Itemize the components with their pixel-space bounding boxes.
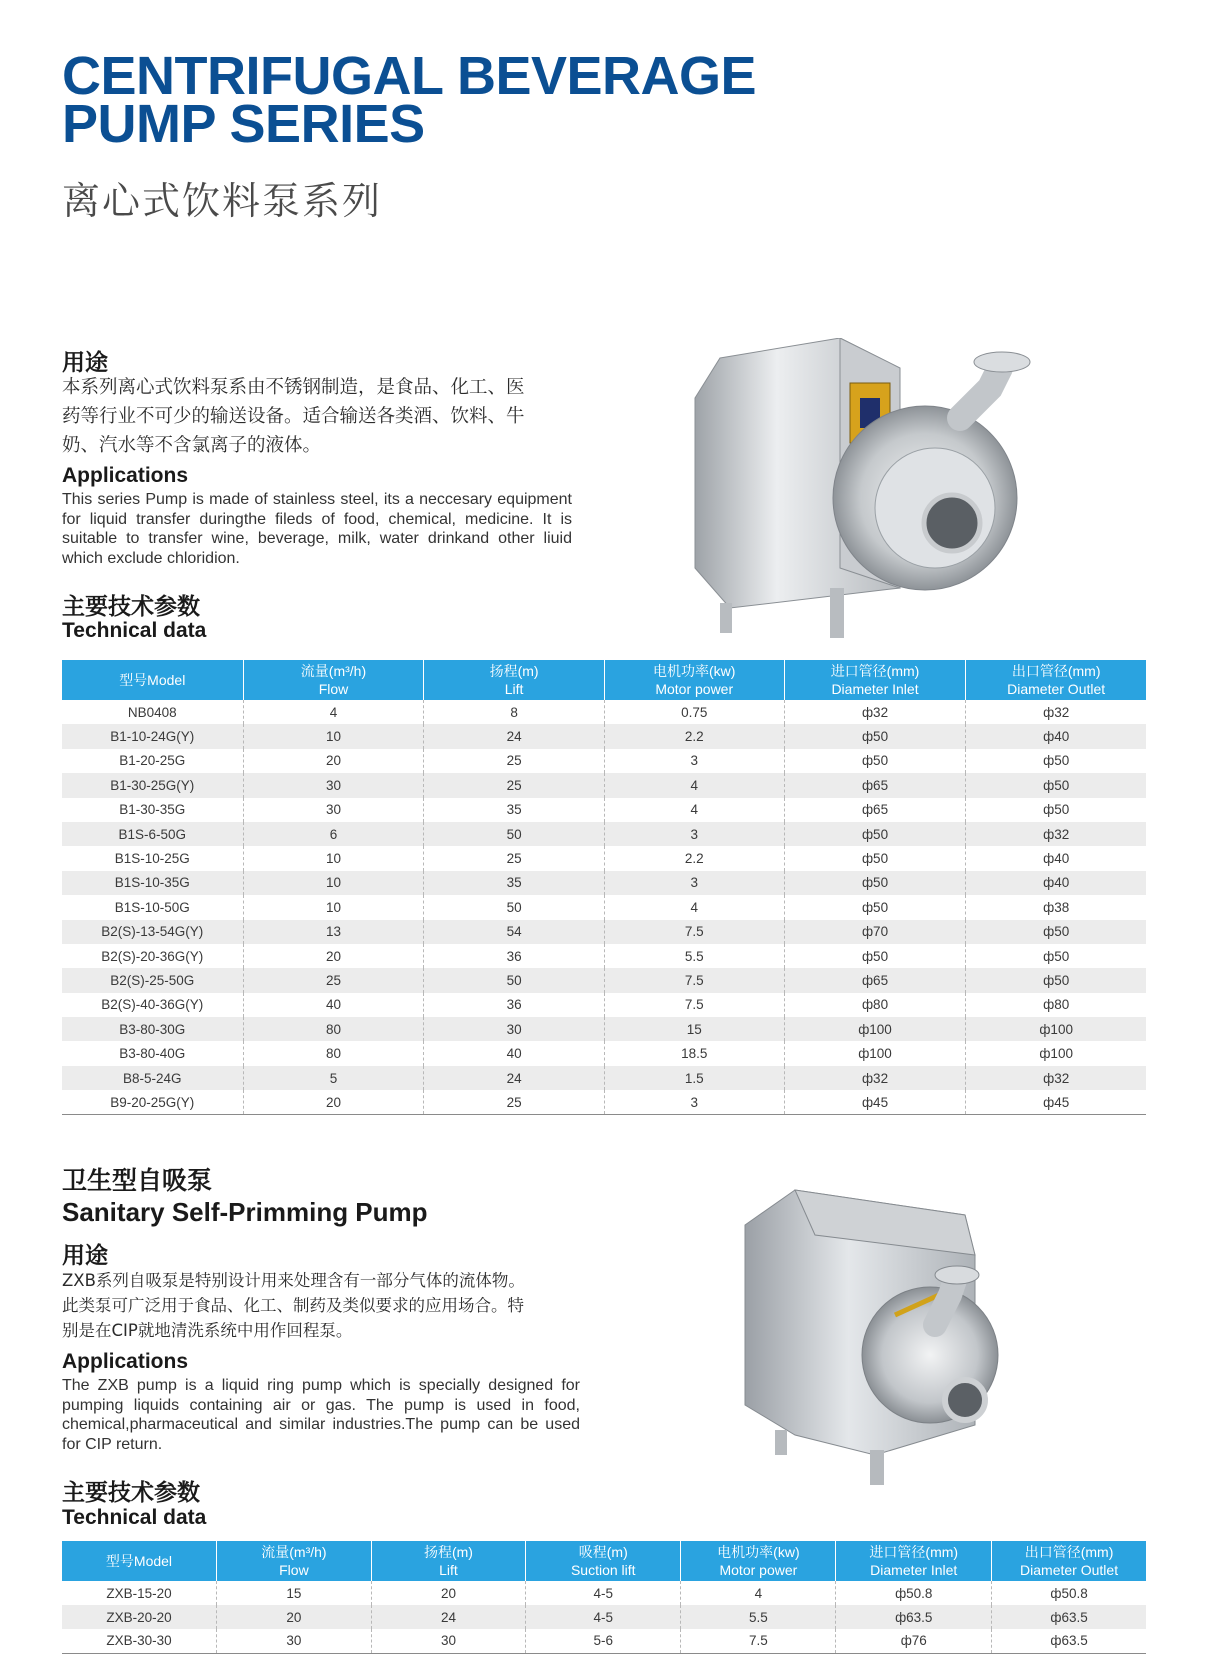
table-cell: 15: [604, 1017, 784, 1041]
table-cell: 35: [424, 798, 604, 822]
table-cell: ф50.8: [1050, 1585, 1088, 1601]
usage-line: ZXB系列自吸泵是特别设计用来处理含有一部分气体的流体物。: [62, 1271, 525, 1290]
table-cell: ф50: [784, 944, 966, 968]
table-cell: 80: [243, 1041, 424, 1065]
table-cell: 5.5: [604, 944, 784, 968]
table-cell: ф100: [1039, 1046, 1073, 1062]
table-cell: 3: [604, 822, 784, 846]
table-cell: ZXB-20-20: [62, 1605, 216, 1629]
table-cell: 30: [243, 798, 424, 822]
table-cell: ZXB-30-30: [62, 1629, 216, 1653]
table-cell: 30: [371, 1629, 525, 1653]
table-cell: 3: [604, 749, 784, 773]
table-cell: 5-6: [526, 1629, 681, 1653]
table-cell: B3-80-30G: [62, 1017, 243, 1041]
table-row: [62, 871, 1146, 895]
usage-line: 此类泵可广泛用于食品、化工、制药及类似要求的应用场合。特: [62, 1296, 524, 1315]
tech-heading-cn: 主要技术参数: [62, 594, 200, 620]
table-row: [62, 968, 1146, 992]
table-cell: ф40: [966, 724, 1146, 748]
table-row: [62, 895, 1146, 919]
table-cell: B1-10-24G(Y): [62, 724, 243, 748]
centrifugal-pump-image: [690, 338, 1110, 648]
table-cell: ф32: [1043, 704, 1070, 720]
table-cell: B8-5-24G: [62, 1066, 243, 1090]
table-row: [62, 1066, 1146, 1090]
table-cell: 40: [243, 993, 424, 1017]
usage-line: 别是在CIP就地清洗系统中用作回程泵。: [62, 1321, 353, 1340]
usage-line: 奶、汽水等不含氯离子的液体。: [62, 435, 322, 456]
table-cell: 4: [604, 798, 784, 822]
usage-heading-cn: 用途: [62, 350, 108, 376]
table-cell: ф50: [784, 822, 966, 846]
table-cell: B2(S)-13-54G(Y): [62, 920, 243, 944]
table-cell: ф80: [784, 993, 966, 1017]
col-header-diameter-outlet: 出口管径(mm) Diameter Outlet: [992, 1541, 1146, 1581]
tech-data-table-2: [62, 1541, 1146, 1654]
table-row: [62, 1629, 1146, 1653]
self-priming-pump-image: [735, 1185, 1035, 1490]
table-cell: 6: [243, 822, 424, 846]
table-cell: ф63.5: [836, 1605, 992, 1629]
table-cell: 4: [604, 895, 784, 919]
table-cell: ф50: [1043, 802, 1070, 818]
col-header-flow: 流量(m³/h) Flow: [216, 1541, 371, 1581]
page-subtitle-cn: 离心式饮料泵系列: [62, 179, 383, 223]
tech-heading-cn-2: 主要技术参数: [62, 1480, 200, 1506]
table-cell: ф80: [1043, 997, 1070, 1013]
table-cell: 18.5: [604, 1041, 784, 1065]
tech-data-table: [62, 660, 1146, 1115]
table-cell: NB0408: [62, 700, 243, 724]
table-cell: B2(S)-40-36G(Y): [62, 993, 243, 1017]
table-row: [62, 846, 1146, 870]
table-cell: 7.5: [604, 993, 784, 1017]
table-row: [62, 1605, 1146, 1629]
section2-title-en: Sanitary Self-Primming Pump: [62, 1197, 428, 1227]
col-header-motor-power: 电机功率(kw) Motor power: [604, 660, 784, 700]
table-cell: ф63.5: [992, 1629, 1146, 1653]
table-cell: 4: [681, 1581, 836, 1605]
table-cell: ф32: [784, 1066, 966, 1090]
table-row: [62, 1581, 1146, 1605]
table-cell: 30: [216, 1629, 371, 1653]
table-cell: 10: [243, 724, 424, 748]
table-cell: B1-20-25G: [62, 749, 243, 773]
table-cell: ф63.5: [992, 1605, 1146, 1629]
table-row: [62, 749, 1146, 773]
table-row: [62, 798, 1146, 822]
table-cell: 13: [243, 920, 424, 944]
table-cell: ф50: [966, 968, 1146, 992]
table-cell: 25: [424, 1090, 604, 1114]
table-cell: ф50: [784, 846, 966, 870]
table-cell: 35: [424, 871, 604, 895]
table-cell: 15: [216, 1581, 371, 1605]
table-row: [62, 944, 1146, 968]
col-header-diameter-outlet: 出口管径(mm) Diameter Outlet: [966, 660, 1146, 700]
table-row: [62, 700, 1146, 724]
table-cell: B1S-10-35G: [62, 871, 243, 895]
table-cell: 25: [243, 968, 424, 992]
col-header-diameter-inlet: 进口管径(mm) Diameter Inlet: [784, 660, 966, 700]
col-header-suction-lift: 吸程(m) Suction lift: [526, 1541, 681, 1581]
applications-heading: Applications: [62, 464, 189, 487]
table-cell: 20: [216, 1605, 371, 1629]
table-cell: B1-30-25G(Y): [62, 773, 243, 797]
applications-text-2: The ZXB pump is a liquid ring pump which is specially designed for pumping liquids containing air or gas. The pump is used in food, chemical,pharmaceutical and similar industries.The pump can be used for CIP return.: [62, 1377, 580, 1453]
table-cell: 10: [243, 846, 424, 870]
table-cell: 2.2: [604, 724, 784, 748]
table-cell: ф40: [1043, 851, 1070, 867]
table-cell: ф40: [966, 871, 1146, 895]
table-cell: ф70: [784, 920, 966, 944]
table-cell: 4-5: [526, 1605, 681, 1629]
table-cell: ф50: [784, 871, 966, 895]
table-cell: 50: [424, 968, 604, 992]
title-line-2: PUMP SERIES: [62, 94, 425, 154]
table-cell: 80: [243, 1017, 424, 1041]
table-cell: 7.5: [681, 1629, 836, 1653]
table-cell: ф50: [784, 895, 966, 919]
table-cell: 4: [243, 700, 424, 724]
table-cell: ZXB-15-20: [62, 1581, 216, 1605]
table-row: [62, 822, 1146, 846]
table-cell: ф50: [1043, 948, 1070, 964]
table-cell: ф65: [784, 773, 966, 797]
table-cell: 4-5: [526, 1581, 681, 1605]
table-cell: B1S-10-25G: [62, 846, 243, 870]
table-cell: 1.5: [604, 1066, 784, 1090]
col-header-motor-power: 电机功率(kw) Motor power: [681, 1541, 836, 1581]
table-cell: 20: [243, 749, 424, 773]
usage-text-cn: [62, 373, 602, 460]
table-cell: ф100: [784, 1017, 966, 1041]
table-cell: 24: [424, 1066, 604, 1090]
table-cell: ф38: [1043, 899, 1070, 915]
table-cell: 25: [424, 846, 604, 870]
table-cell: B3-80-40G: [62, 1041, 243, 1065]
table-cell: 5.5: [681, 1605, 836, 1629]
col-header-model: 型号Model: [62, 660, 243, 700]
table-cell: 2.2: [604, 846, 784, 870]
table-cell: 10: [243, 871, 424, 895]
table-cell: ф50: [784, 724, 966, 748]
table-cell: 10: [243, 895, 424, 919]
tech-heading-en: Technical data: [62, 619, 207, 642]
table-cell: 24: [371, 1605, 525, 1629]
table-row: [62, 1041, 1146, 1065]
table-row: [62, 1090, 1146, 1114]
table-cell: 25: [424, 749, 604, 773]
table-cell: B1S-10-50G: [62, 895, 243, 919]
table-cell: 50: [424, 822, 604, 846]
col-header-lift: 扬程(m) Lift: [424, 660, 604, 700]
page-title: [62, 46, 757, 154]
table-cell: ф100: [784, 1041, 966, 1065]
table-cell: ф50: [966, 920, 1146, 944]
usage-text-cn-2: [62, 1268, 622, 1343]
applications-text: This series Pump is made of stainless steel, its a neccesary equipment for liquid transfer duringthe fileds of food, chemical, medicine. It is suitable to transfer wine, beverage, milk, water drinkand other liuid which exclude chloridion.: [62, 491, 572, 567]
col-header-model: 型号Model: [62, 1541, 216, 1581]
col-header-diameter-inlet: 进口管径(mm) Diameter Inlet: [836, 1541, 992, 1581]
table-cell: 30: [243, 773, 424, 797]
table-row: [62, 724, 1146, 748]
table-cell: 36: [424, 993, 604, 1017]
table-cell: ф32: [966, 822, 1146, 846]
col-header-flow: 流量(m³/h) Flow: [243, 660, 424, 700]
table-cell: ф32: [966, 1066, 1146, 1090]
title-line-1: CENTRIFUGAL BEVERAGE: [62, 46, 757, 106]
table-cell: 50: [424, 895, 604, 919]
table-cell: 30: [424, 1017, 604, 1041]
table-cell: ф32: [784, 700, 966, 724]
table-cell: 3: [604, 871, 784, 895]
table-row: [62, 773, 1146, 797]
table-cell: ф45: [966, 1090, 1146, 1114]
table-cell: ф45: [784, 1090, 966, 1114]
table-cell: 20: [371, 1581, 525, 1605]
table-cell: 20: [243, 944, 424, 968]
table-cell: 36: [424, 944, 604, 968]
usage-line: 本系列离心式饮料泵系由不锈钢制造，是食品、化工、医: [62, 377, 525, 398]
table-row: [62, 993, 1146, 1017]
table-cell: ф100: [966, 1017, 1146, 1041]
table-cell: 0.75: [604, 700, 784, 724]
table-cell: 5: [243, 1066, 424, 1090]
table-cell: ф65: [784, 798, 966, 822]
table-cell: ф65: [784, 968, 966, 992]
section2-title-cn: 卫生型自吸泵: [62, 1166, 213, 1195]
table-cell: ф50: [784, 749, 966, 773]
table-row: [62, 1017, 1146, 1041]
table-cell: B9-20-25G(Y): [62, 1090, 243, 1114]
table-cell: 4: [604, 773, 784, 797]
table-cell: B2(S)-20-36G(Y): [62, 944, 243, 968]
tech-heading-en-2: Technical data: [62, 1506, 207, 1529]
table-cell: 20: [243, 1090, 424, 1114]
table-cell: B2(S)-25-50G: [62, 968, 243, 992]
usage-heading-cn-2: 用途: [62, 1243, 108, 1269]
table-cell: 8: [424, 700, 604, 724]
table-cell: 25: [424, 773, 604, 797]
usage-line: 药等行业不可少的输送设备。适合输送各类酒、饮料、牛: [62, 406, 525, 427]
table-row: [62, 920, 1146, 944]
table-cell: 7.5: [604, 920, 784, 944]
table-cell: B1S-6-50G: [62, 822, 243, 846]
table-cell: ф50.8: [836, 1581, 992, 1605]
table-cell: B1-30-35G: [62, 798, 243, 822]
table-cell: ф50: [966, 773, 1146, 797]
table-cell: ф50: [1043, 753, 1070, 769]
table-cell: 3: [604, 1090, 784, 1114]
table-cell: ф76: [836, 1629, 992, 1653]
table-cell: 24: [424, 724, 604, 748]
table-cell: 54: [424, 920, 604, 944]
table-cell: 40: [424, 1041, 604, 1065]
table-cell: 7.5: [604, 968, 784, 992]
col-header-lift: 扬程(m) Lift: [371, 1541, 525, 1581]
applications-heading-2: Applications: [62, 1350, 189, 1373]
